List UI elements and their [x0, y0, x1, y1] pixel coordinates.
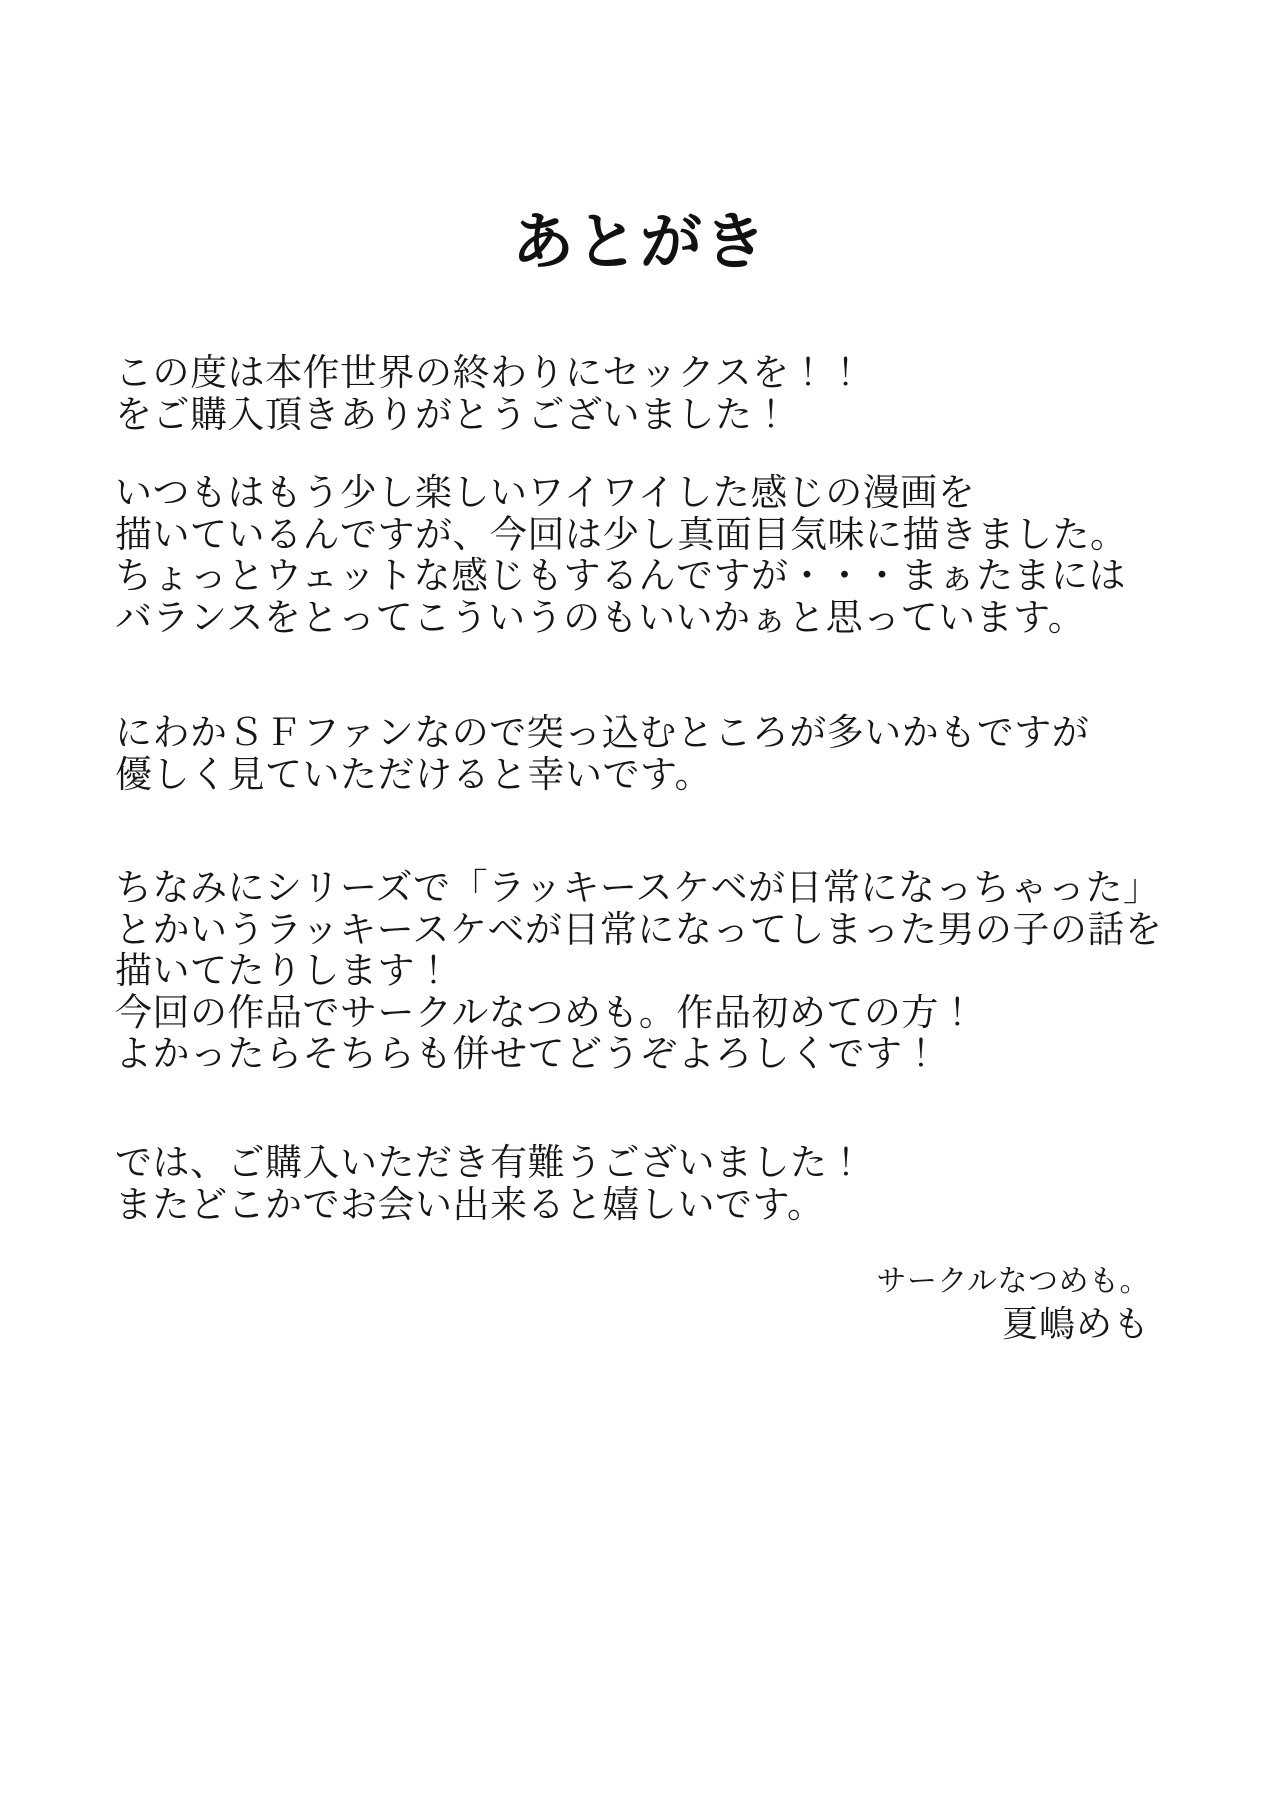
- text-line: この度は本作世界の終わりにセックスを！！: [115, 352, 865, 393]
- paragraph-closing: [115, 1142, 1220, 1225]
- paragraph-thanks: [115, 352, 1220, 435]
- text-line: ちょっとウェットな感じもするんですが・・・まぁたまには: [115, 555, 1127, 596]
- paragraph-series-promo: [115, 867, 1220, 1075]
- signature-block: [876, 1262, 1150, 1346]
- text-line: をご購入頂きありがとうございました！: [115, 393, 790, 435]
- text-line: にわかＳＦファンなので突っ込むところが多いかもですが: [115, 712, 1090, 753]
- text-line: ちなみにシリーズで「ラッキースケベが日常になっちゃった」: [115, 867, 1161, 908]
- circle-name: サークルなつめも。: [876, 1265, 1150, 1298]
- text-line: またどこかでお会い出来ると嬉しいです。: [115, 1183, 825, 1225]
- text-line: 描いてたりします！: [115, 950, 453, 991]
- text-line: 描いているんですが、今回は少し真面目気味に描きました。: [115, 513, 1128, 555]
- text-line: よかったらそちらも併せてどうぞよろしくです！: [115, 1033, 940, 1074]
- text-line: 今回の作品でサークルなつめも。作品初めての方！: [115, 991, 977, 1033]
- page-title: あとがき: [511, 208, 768, 277]
- text-line: 優しく見ていただけると幸いです。: [115, 753, 713, 795]
- paragraph-sf-fan: [115, 712, 1220, 795]
- author-name: 夏嶋めも: [1001, 1303, 1150, 1344]
- text-line: とかいうラッキースケベが日常になってしまった男の子の話を: [115, 908, 1163, 950]
- text-line: では、ご購入いただき有難うございました！: [115, 1142, 865, 1183]
- paragraph-about-work: [115, 472, 1220, 638]
- text-line: いつもはもう少し楽しいワイワイした感じの漫画を: [115, 472, 976, 513]
- text-line: バランスをとってこういうのもいいかぁと思っています。: [115, 596, 1086, 638]
